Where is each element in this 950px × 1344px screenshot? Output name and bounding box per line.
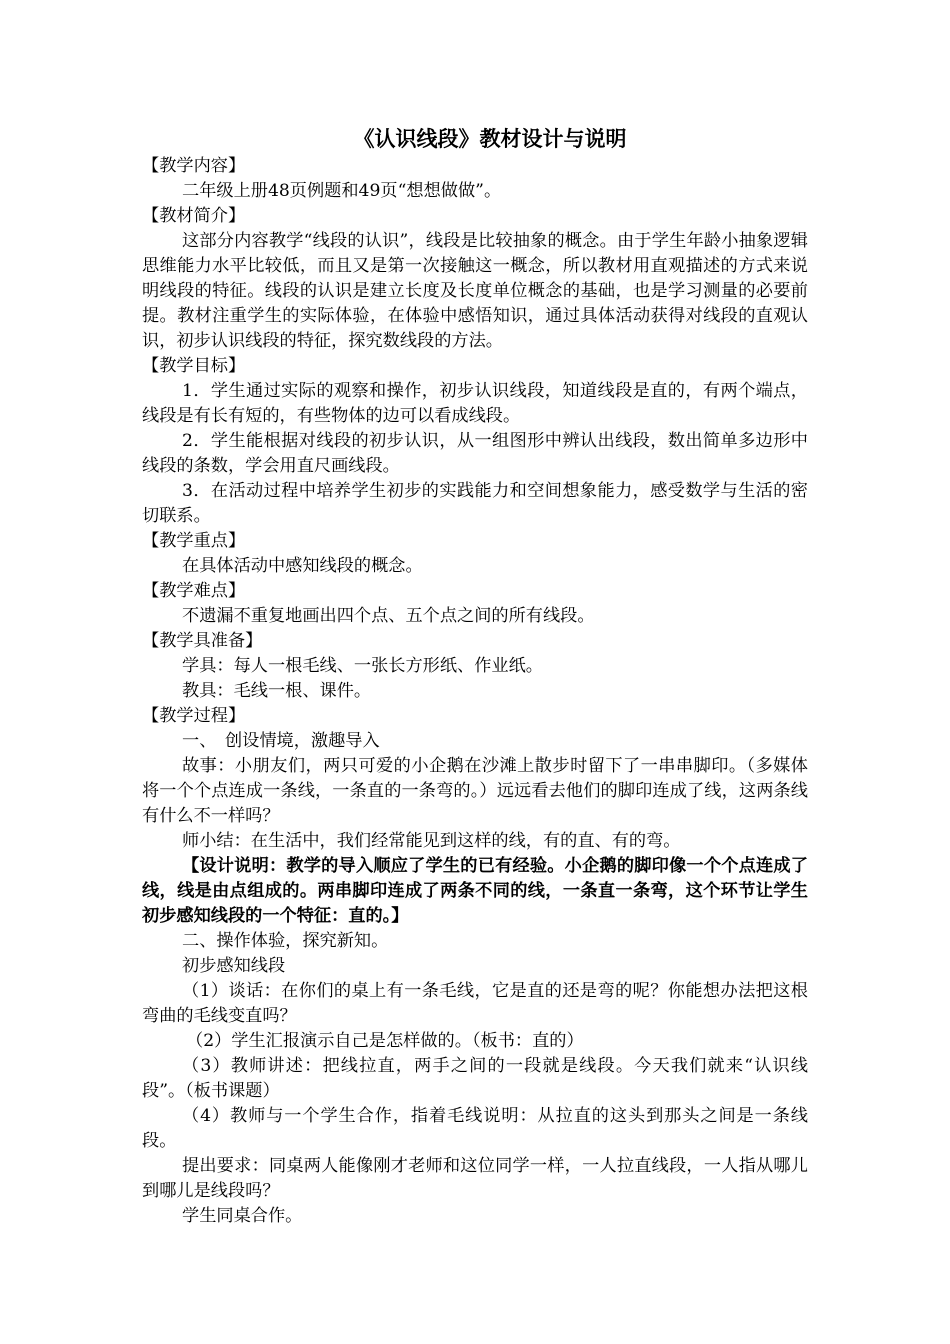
item-4: （4）教师与一个学生合作，指着毛线说明：从拉直的这头到那头之间是一条线段。	[142, 1106, 808, 1151]
request-text: 提出要求：同桌两人能像刚才老师和这位同学一样，一人拉直线段，一人指从哪儿到哪儿是线段吗？	[142, 1156, 808, 1201]
item-1: （1）谈话：在你们的桌上有一条毛线，它是直的还是弯的呢？你能想办法把这根弯曲的毛线变直吗？	[142, 981, 808, 1026]
goal-2: 2．学生能根据对线段的初步认识，从一组图形中辨认出线段，数出简单多边形中线段的条数，学会用直尺画线段。	[142, 431, 808, 476]
step-1: 一、 创设情境，激趣导入	[182, 731, 380, 751]
goals-heading: 【教学目标】	[142, 356, 246, 376]
difficulty-text: 不遗漏不重复地画出四个点、五个点之间的所有线段。	[182, 606, 595, 626]
story-text: 故事：小朋友们，两只可爱的小企鹅在沙滩上散步时留下了一串串脚印。（多媒体将一个个点连成一条线，一条直的一条弯的。）远远看去他们的脚印连成了线，这两条线有什么不一样吗？	[142, 756, 808, 826]
tools-student: 学具：每人一根毛线、一张长方形纸、作业纸。	[182, 656, 543, 676]
content-heading: 【教学内容】	[142, 156, 246, 176]
sub-heading: 初步感知线段	[182, 956, 286, 976]
tools-heading: 【教学具准备】	[142, 631, 263, 651]
intro-heading: 【教材简介】	[142, 206, 246, 226]
item-3: （3）教师讲述：把线拉直，两手之间的一段就是线段。今天我们就来“认识线段”。（板书课题）	[142, 1056, 808, 1101]
design-note: 【设计说明：教学的导入顺应了学生的已有经验。小企鹅的脚印像一个个点连成了线，线是由点组成的。两串脚印连成了两条不同的线，一条直一条弯，这个环节让学生初步感知线段的一个特征：直的。】	[142, 856, 808, 926]
step-2: 二、操作体验，探究新知。	[182, 931, 389, 951]
difficulty-heading: 【教学难点】	[142, 581, 246, 601]
goal-3: 3．在活动过程中培养学生初步的实践能力和空间想象能力，感受数学与生活的密切联系。	[142, 481, 808, 526]
content-text: 二年级上册48页例题和49页“想想做做”。	[182, 181, 502, 201]
cooperate-text: 学生同桌合作。	[182, 1206, 303, 1226]
key-heading: 【教学重点】	[142, 531, 246, 551]
intro-text: 这部分内容教学“线段的认识”，线段是比较抽象的概念。由于学生年龄小抽象逻辑思维能力水平比较低，而且又是第一次接触这一概念，所以教材用直观描述的方式来说明线段的特征。线段的认识是建立长度及长度单位概念的基础，也是学习测量的必要前提。教材注重学生的实际体验，在体验中感悟知识，通过具体活动获得对线段的直观认识，初步认识线段的特征，探究数线段的方法。	[142, 231, 808, 351]
item-2: （2）学生汇报演示自己是怎样做的。（板书：直的）	[186, 1031, 584, 1051]
document-body	[142, 124, 808, 1229]
process-heading: 【教学过程】	[142, 706, 246, 726]
tools-teacher: 教具：毛线一根、课件。	[182, 681, 372, 701]
summary-text: 师小结：在生活中，我们经常能见到这样的线，有的直、有的弯。	[182, 831, 681, 851]
key-text: 在具体活动中感知线段的概念。	[182, 556, 423, 576]
document-title: 《认识线段》教材设计与说明	[353, 126, 627, 151]
goal-1: 1．学生通过实际的观察和操作，初步认识线段，知道线段是直的，有两个端点，线段是有长有短的，有些物体的边可以看成线段。	[142, 381, 808, 426]
